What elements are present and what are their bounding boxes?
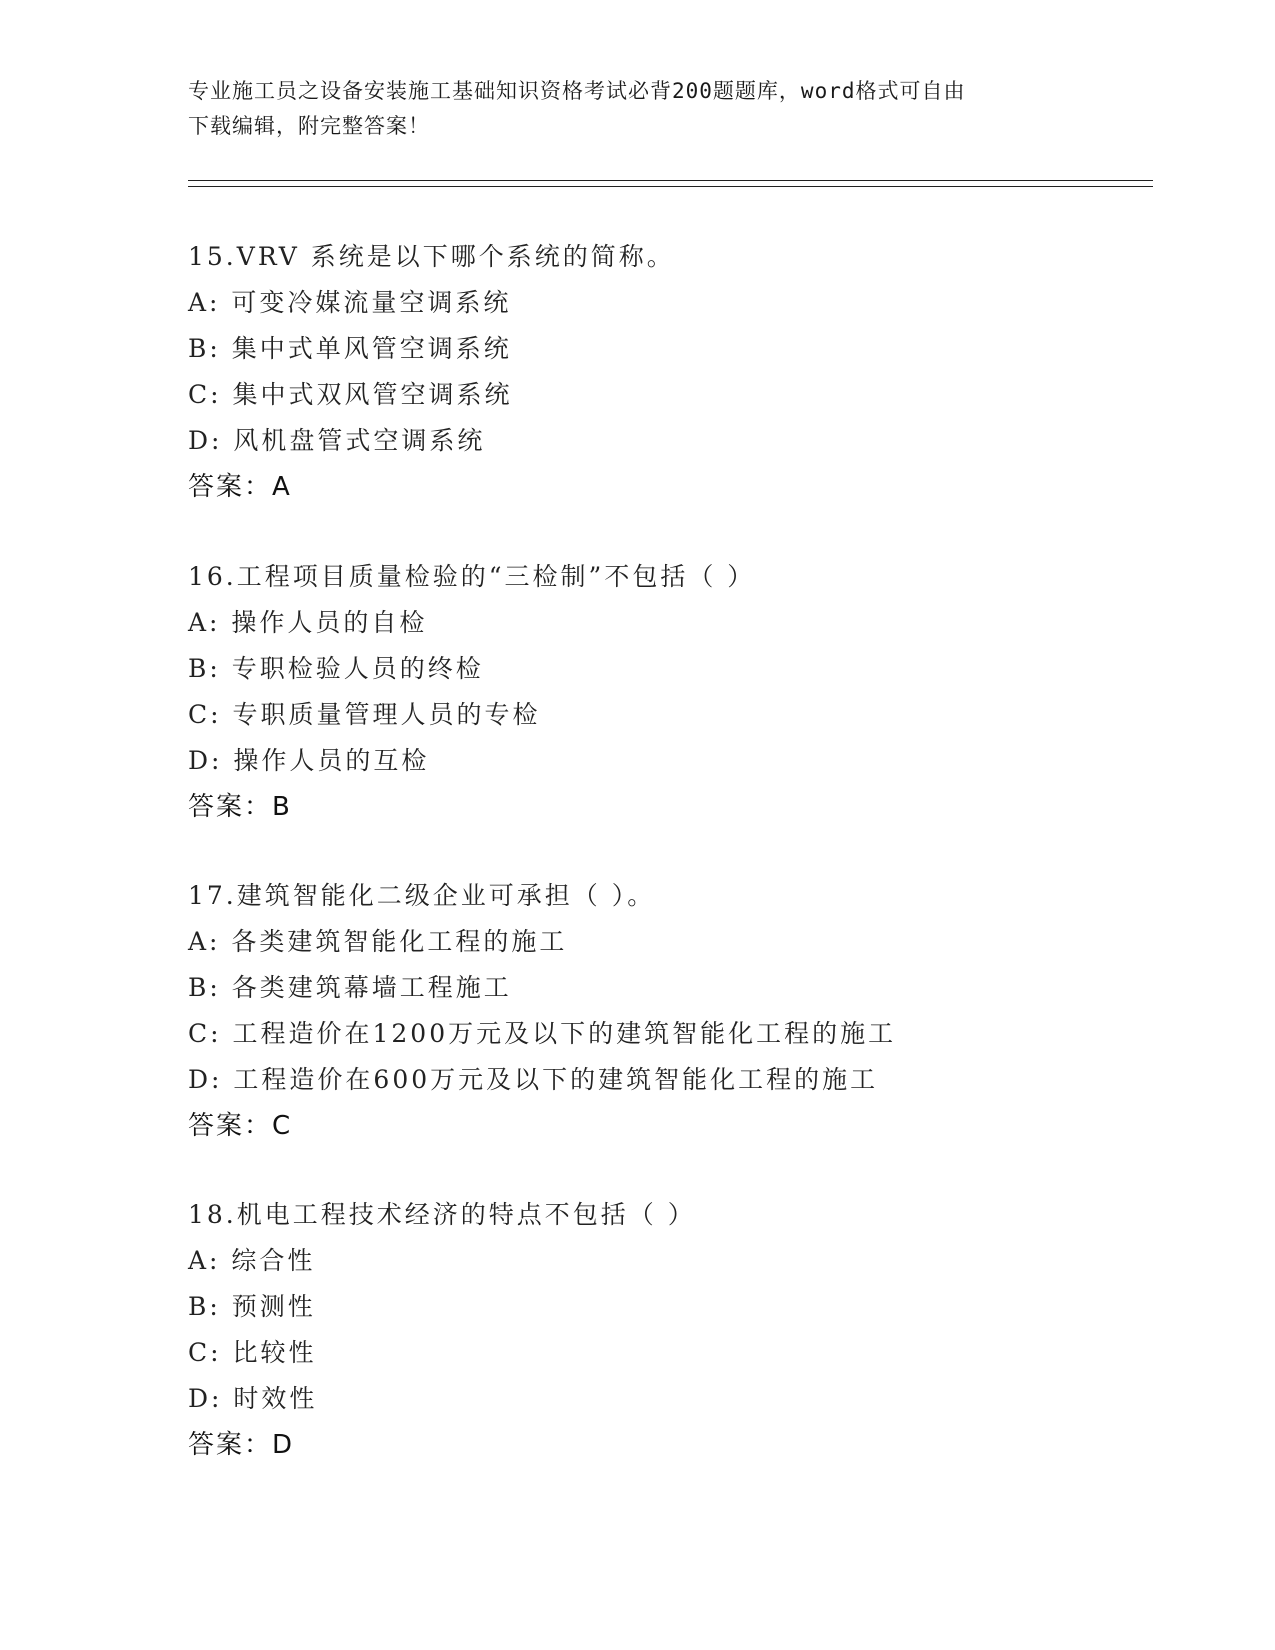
header-line-1: 专业施工员之设备安装施工基础知识资格考试必背200题题库，word格式可自由 <box>188 79 966 103</box>
question-stem: 18.机电工程技术经济的特点不包括（ ） <box>188 1200 696 1229</box>
answer-line: 答案：C <box>188 1111 293 1141</box>
header-line-2: 下载编辑，附完整答案！ <box>188 114 430 138</box>
answer-line: 答案：B <box>188 792 292 822</box>
option-b: B: 各类建筑幕墙工程施工 <box>188 973 512 1002</box>
option-c: C: 集中式双风管空调系统 <box>188 380 513 409</box>
option-c: C: 比较性 <box>188 1338 317 1367</box>
question-stem: 17.建筑智能化二级企业可承担（ ）。 <box>188 881 656 910</box>
question-stem: 16.工程项目质量检验的“三检制”不包括（ ） <box>188 562 756 591</box>
option-c: C: 工程造价在1200万元及以下的建筑智能化工程的施工 <box>188 1019 897 1048</box>
option-b: B: 预测性 <box>188 1292 316 1321</box>
option-d: D: 风机盘管式空调系统 <box>188 426 486 455</box>
option-a: A: 可变冷媒流量空调系统 <box>188 288 512 317</box>
option-a: A: 各类建筑智能化工程的施工 <box>188 927 568 956</box>
option-d: D: 工程造价在600万元及以下的建筑智能化工程的施工 <box>188 1065 879 1094</box>
document-header <box>188 74 1088 144</box>
option-d: D: 时效性 <box>188 1384 318 1413</box>
header-divider-top <box>188 180 1153 181</box>
option-b: B: 集中式单风管空调系统 <box>188 334 512 363</box>
option-b: B: 专职检验人员的终检 <box>188 654 484 683</box>
option-a: A: 操作人员的自检 <box>188 608 428 637</box>
option-d: D: 操作人员的互检 <box>188 746 430 775</box>
question-block <box>188 554 1168 830</box>
question-block <box>188 1192 1168 1468</box>
question-block <box>188 873 1168 1149</box>
answer-line: 答案：D <box>188 1430 295 1460</box>
option-a: A: 综合性 <box>188 1246 316 1275</box>
option-c: C: 专职质量管理人员的专检 <box>188 700 541 729</box>
header-divider-bottom <box>188 186 1153 187</box>
answer-line: 答案：A <box>188 472 292 502</box>
question-stem: 15.VRV 系统是以下哪个系统的简称。 <box>188 242 675 271</box>
question-block <box>188 234 1168 510</box>
